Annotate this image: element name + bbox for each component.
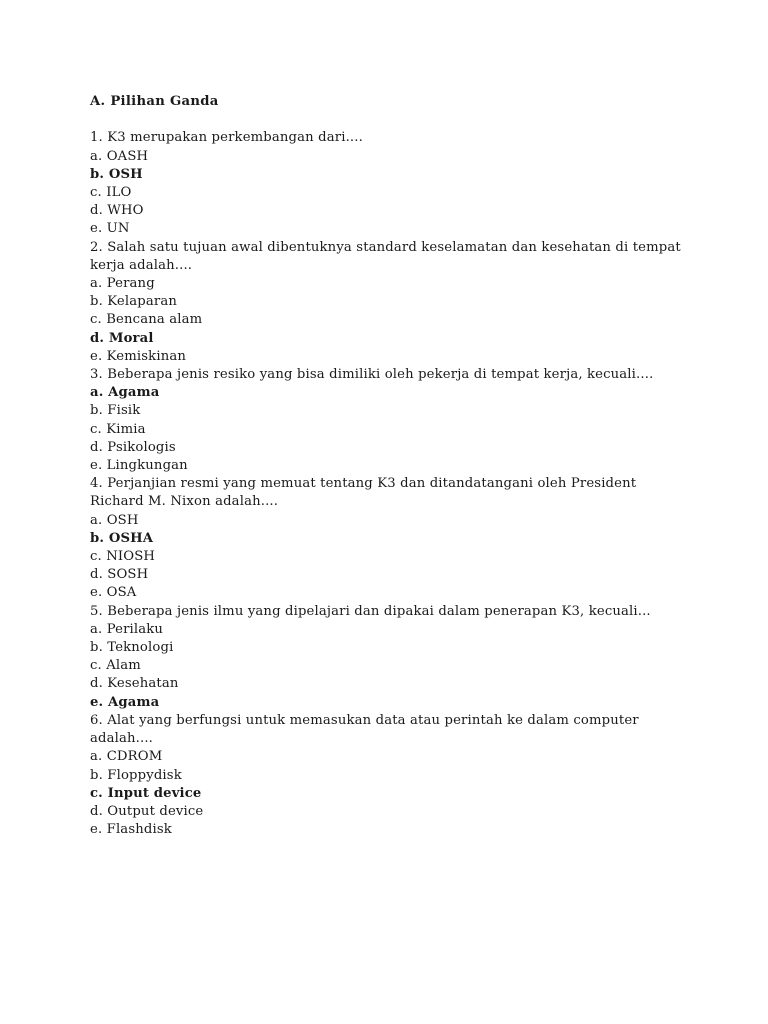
answer-option: c. ILO: [90, 185, 132, 200]
question-text: 2. Salah satu tujuan awal dibentuknya standard keselamatan dan kesehatan di tempat kerja adalah....: [90, 239, 681, 273]
answer-option: e. Kemiskinan: [90, 348, 186, 364]
answer-option-correct: b. OSHA: [90, 530, 154, 546]
question-text: 1. K3 merupakan perkembangan dari....: [90, 130, 363, 146]
answer-option-correct: b. OSH: [90, 166, 143, 182]
answer-option-correct: c. Input device: [90, 785, 202, 801]
answer-option: d. WHO: [90, 203, 144, 219]
answer-option: a. OASH: [90, 148, 149, 164]
answer-option: b. Kelaparan: [90, 294, 177, 310]
question-text: 6. Alat yang berfungsi untuk memasukan data atau perintah ke dalam computer adalah....: [90, 712, 639, 747]
document-page: [90, 93, 690, 839]
answer-option: a. Perilaku: [90, 621, 164, 637]
question-1: [90, 129, 690, 238]
answer-option: d. Output device: [90, 803, 204, 819]
question-text: 4. Perjanjian resmi yang memuat tentang K3 dan ditandatangani oleh President Richard M. Nixon adalah....: [90, 476, 637, 510]
question-4: [90, 475, 690, 602]
question-list: [90, 129, 690, 839]
answer-option: a. Perang: [90, 276, 155, 292]
answer-option: d. Psikologis: [90, 439, 176, 455]
question-3: [90, 366, 690, 475]
section-title: A. Pilihan Ganda: [90, 94, 219, 109]
answer-option-correct: a. Agama: [90, 385, 160, 401]
answer-option: e. Lingkungan: [90, 458, 188, 474]
question-6: [90, 712, 690, 839]
answer-option: c. Bencana alam: [90, 312, 203, 328]
answer-option: b. Floppydisk: [90, 767, 182, 783]
answer-option: a. CDROM: [90, 749, 163, 765]
question-text: 5. Beberapa jenis ilmu yang dipelajari dan dipakai dalam penerapan K3, kecuali...: [90, 603, 651, 619]
answer-option: c. Kimia: [90, 421, 146, 437]
answer-option: b. Fisik: [90, 403, 141, 419]
answer-option: e. UN: [90, 221, 130, 237]
answer-option-correct: e. Agama: [90, 694, 160, 710]
question-2: [90, 239, 690, 366]
answer-option: d. Kesehatan: [90, 676, 179, 692]
answer-option: e. Flashdisk: [90, 822, 172, 838]
answer-option: c. NIOSH: [90, 549, 156, 565]
answer-option: c. Alam: [90, 658, 141, 674]
answer-option: e. OSA: [90, 585, 137, 601]
answer-option: d. SOSH: [90, 567, 149, 583]
question-5: [90, 603, 690, 712]
answer-option-correct: d. Moral: [90, 330, 154, 346]
question-text: 3. Beberapa jenis resiko yang bisa dimiliki oleh pekerja di tempat kerja, kecuali....: [90, 367, 654, 383]
answer-option: b. Teknologi: [90, 640, 174, 656]
answer-option: a. OSH: [90, 512, 139, 528]
